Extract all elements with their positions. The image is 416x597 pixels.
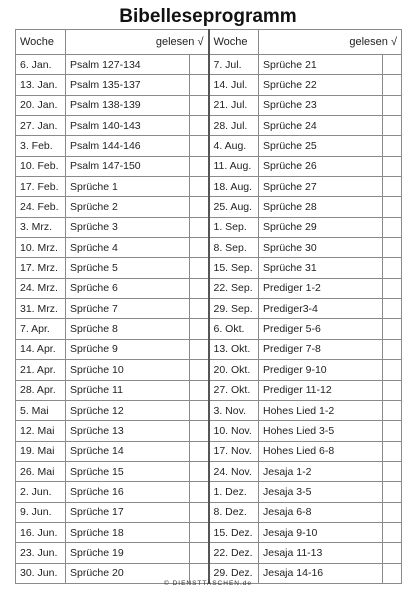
read-checkbox-cell[interactable]	[383, 177, 402, 197]
read-checkbox-cell[interactable]	[383, 95, 402, 115]
reading-cell: Prediger 9-10	[259, 360, 383, 380]
table-row	[16, 400, 402, 420]
reading-cell: Sprüche 16	[66, 482, 190, 502]
reading-cell: Sprüche 22	[259, 75, 383, 95]
week-date-cell: 20. Jan.	[16, 95, 66, 115]
week-date-cell: 28. Jul.	[209, 116, 259, 136]
reading-cell: Sprüche 24	[259, 116, 383, 136]
read-checkbox-cell[interactable]	[383, 156, 402, 176]
reading-plan-body	[16, 30, 402, 584]
week-date-cell: 11. Aug.	[209, 156, 259, 176]
reading-cell: Sprüche 29	[259, 217, 383, 237]
week-date-cell: 12. Mai	[16, 421, 66, 441]
table-header-row	[16, 30, 402, 55]
week-date-cell: 22. Dez.	[209, 543, 259, 563]
reading-cell: Jesaja 14-16	[259, 563, 383, 583]
read-checkbox-cell[interactable]	[383, 400, 402, 420]
header-gelesen-right-label: gelesen √	[349, 36, 397, 48]
week-date-cell: 2. Jun.	[16, 482, 66, 502]
week-date-cell: 22. Sep.	[209, 278, 259, 298]
table-row	[16, 95, 402, 115]
table-row	[16, 502, 402, 522]
week-date-cell: 24. Mrz.	[16, 278, 66, 298]
read-checkbox-cell[interactable]	[383, 116, 402, 136]
header-woche-left: Woche	[16, 30, 66, 55]
week-date-cell: 7. Apr.	[16, 319, 66, 339]
reading-cell: Psalm 138-139	[66, 95, 190, 115]
reading-cell: Sprüche 23	[259, 95, 383, 115]
table-row	[16, 116, 402, 136]
reading-cell: Jesaja 6-8	[259, 502, 383, 522]
read-checkbox-cell[interactable]	[383, 339, 402, 359]
week-date-cell: 10. Nov.	[209, 421, 259, 441]
reading-cell: Psalm 135-137	[66, 75, 190, 95]
read-checkbox-cell[interactable]	[383, 502, 402, 522]
read-checkbox-cell[interactable]	[190, 278, 209, 298]
reading-cell: Hohes Lied 6-8	[259, 441, 383, 461]
table-row	[16, 461, 402, 481]
reading-cell: Sprüche 30	[259, 238, 383, 258]
read-checkbox-cell[interactable]	[383, 238, 402, 258]
table-row	[16, 299, 402, 319]
table-row	[16, 421, 402, 441]
week-date-cell: 8. Dez.	[209, 502, 259, 522]
table-row	[16, 136, 402, 156]
week-date-cell: 14. Apr.	[16, 339, 66, 359]
read-checkbox-cell[interactable]	[383, 75, 402, 95]
week-date-cell: 27. Okt.	[209, 380, 259, 400]
page-title: Bibelleseprogramm	[119, 6, 297, 27]
reading-cell: Psalm 147-150	[66, 156, 190, 176]
read-checkbox-cell[interactable]	[383, 421, 402, 441]
reading-cell: Sprüche 1	[66, 177, 190, 197]
week-date-cell: 26. Mai	[16, 461, 66, 481]
reading-cell: Sprüche 28	[259, 197, 383, 217]
read-checkbox-cell[interactable]	[190, 441, 209, 461]
reading-cell: Prediger 11-12	[259, 380, 383, 400]
week-date-cell: 18. Aug.	[209, 177, 259, 197]
week-date-cell: 10. Mrz.	[16, 238, 66, 258]
header-woche-right: Woche	[209, 30, 259, 55]
read-checkbox-cell[interactable]	[383, 360, 402, 380]
reading-cell: Sprüche 7	[66, 299, 190, 319]
reading-cell: Hohes Lied 1-2	[259, 400, 383, 420]
reading-cell: Sprüche 10	[66, 360, 190, 380]
week-date-cell: 16. Jun.	[16, 522, 66, 542]
read-checkbox-cell[interactable]	[190, 136, 209, 156]
read-checkbox-cell[interactable]	[190, 217, 209, 237]
read-checkbox-cell[interactable]	[383, 55, 402, 75]
reading-cell: Psalm 140-143	[66, 116, 190, 136]
read-checkbox-cell[interactable]	[190, 522, 209, 542]
reading-cell: Sprüche 2	[66, 197, 190, 217]
week-date-cell: 17. Mrz.	[16, 258, 66, 278]
week-date-cell: 19. Mai	[16, 441, 66, 461]
week-date-cell: 29. Sep.	[209, 299, 259, 319]
table-row	[16, 258, 402, 278]
read-checkbox-cell[interactable]	[190, 238, 209, 258]
reading-cell: Prediger 5-6	[259, 319, 383, 339]
read-checkbox-cell[interactable]	[190, 502, 209, 522]
header-gelesen-left-label: gelesen √	[155, 36, 204, 48]
read-checkbox-cell[interactable]	[190, 116, 209, 136]
read-checkbox-cell[interactable]	[190, 482, 209, 502]
read-checkbox-cell[interactable]	[190, 197, 209, 217]
read-checkbox-cell[interactable]	[383, 482, 402, 502]
week-date-cell: 3. Nov.	[209, 400, 259, 420]
read-checkbox-cell[interactable]	[383, 278, 402, 298]
header-gelesen-left	[66, 30, 209, 55]
reading-cell: Sprüche 17	[66, 502, 190, 522]
week-date-cell: 17. Nov.	[209, 441, 259, 461]
reading-cell: Jesaja 11-13	[259, 543, 383, 563]
week-date-cell: 9. Jun.	[16, 502, 66, 522]
reading-cell: Sprüche 12	[66, 400, 190, 420]
read-checkbox-cell[interactable]	[383, 319, 402, 339]
read-checkbox-cell[interactable]	[190, 421, 209, 441]
table-row	[16, 360, 402, 380]
table-row	[16, 319, 402, 339]
reading-cell: Sprüche 25	[259, 136, 383, 156]
read-checkbox-cell[interactable]	[383, 461, 402, 481]
week-date-cell: 25. Aug.	[209, 197, 259, 217]
week-date-cell: 29. Dez.	[209, 563, 259, 583]
reading-cell: Jesaja 1-2	[259, 461, 383, 481]
reading-cell: Sprüche 27	[259, 177, 383, 197]
week-date-cell: 6. Jan.	[16, 55, 66, 75]
week-date-cell: 8. Sep.	[209, 238, 259, 258]
read-checkbox-cell[interactable]	[383, 441, 402, 461]
week-date-cell: 4. Aug.	[209, 136, 259, 156]
read-checkbox-cell[interactable]	[190, 299, 209, 319]
read-checkbox-cell[interactable]	[190, 95, 209, 115]
read-checkbox-cell[interactable]	[190, 177, 209, 197]
reading-cell: Jesaja 3-5	[259, 482, 383, 502]
table-row	[16, 217, 402, 237]
read-checkbox-cell[interactable]	[190, 543, 209, 563]
week-date-cell: 7. Jul.	[209, 55, 259, 75]
read-checkbox-cell[interactable]	[383, 543, 402, 563]
reading-cell: Sprüche 8	[66, 319, 190, 339]
reading-cell: Sprüche 26	[259, 156, 383, 176]
read-checkbox-cell[interactable]	[190, 319, 209, 339]
read-checkbox-cell[interactable]	[383, 136, 402, 156]
week-date-cell: 28. Apr.	[16, 380, 66, 400]
table-row	[16, 55, 402, 75]
reading-cell: Sprüche 13	[66, 421, 190, 441]
week-date-cell: 14. Jul.	[209, 75, 259, 95]
read-checkbox-cell[interactable]	[383, 380, 402, 400]
week-date-cell: 1. Dez.	[209, 482, 259, 502]
reading-cell: Prediger 1-2	[259, 278, 383, 298]
reading-cell: Hohes Lied 3-5	[259, 421, 383, 441]
read-checkbox-cell[interactable]	[190, 400, 209, 420]
reading-cell: Sprüche 6	[66, 278, 190, 298]
read-checkbox-cell[interactable]	[190, 339, 209, 359]
read-checkbox-cell[interactable]	[190, 360, 209, 380]
week-date-cell: 27. Jan.	[16, 116, 66, 136]
reading-cell: Psalm 144-146	[66, 136, 190, 156]
reading-cell: Sprüche 19	[66, 543, 190, 563]
read-checkbox-cell[interactable]	[190, 258, 209, 278]
table-row	[16, 482, 402, 502]
week-date-cell: 31. Mrz.	[16, 299, 66, 319]
week-date-cell: 15. Sep.	[209, 258, 259, 278]
reading-cell: Sprüche 31	[259, 258, 383, 278]
week-date-cell: 1. Sep.	[209, 217, 259, 237]
week-date-cell: 23. Jun.	[16, 543, 66, 563]
read-checkbox-cell[interactable]	[190, 461, 209, 481]
read-checkbox-cell[interactable]	[383, 522, 402, 542]
week-date-cell: 13. Okt.	[209, 339, 259, 359]
footer-copyright: © DIENSTTASCHEN.de	[163, 580, 253, 587]
table-row	[16, 380, 402, 400]
week-date-cell: 24. Feb.	[16, 197, 66, 217]
header-gelesen-right	[259, 30, 402, 55]
read-checkbox-cell[interactable]	[190, 75, 209, 95]
table-row	[16, 238, 402, 258]
week-date-cell: 5. Mai	[16, 400, 66, 420]
table-row	[16, 543, 402, 563]
week-date-cell: 17. Feb.	[16, 177, 66, 197]
reading-cell: Sprüche 3	[66, 217, 190, 237]
reading-cell: Sprüche 5	[66, 258, 190, 278]
week-date-cell: 15. Dez.	[209, 522, 259, 542]
week-date-cell: 30. Jun.	[16, 563, 66, 583]
week-date-cell: 3. Mrz.	[16, 217, 66, 237]
reading-cell: Sprüche 11	[66, 380, 190, 400]
read-checkbox-cell[interactable]	[383, 197, 402, 217]
reading-cell: Prediger3-4	[259, 299, 383, 319]
table-row	[16, 75, 402, 95]
week-date-cell: 3. Feb.	[16, 136, 66, 156]
reading-cell: Jesaja 9-10	[259, 522, 383, 542]
table-row	[16, 339, 402, 359]
table-row	[16, 278, 402, 298]
table-row	[16, 522, 402, 542]
read-checkbox-cell[interactable]	[190, 156, 209, 176]
week-date-cell: 24. Nov.	[209, 461, 259, 481]
read-checkbox-cell[interactable]	[190, 380, 209, 400]
table-row	[16, 177, 402, 197]
read-checkbox-cell[interactable]	[383, 299, 402, 319]
week-date-cell: 13. Jan.	[16, 75, 66, 95]
table-row	[16, 156, 402, 176]
reading-cell: Sprüche 20	[66, 563, 190, 583]
reading-cell: Psalm 127-134	[66, 55, 190, 75]
reading-cell: Sprüche 14	[66, 441, 190, 461]
table-row	[16, 441, 402, 461]
week-date-cell: 6. Okt.	[209, 319, 259, 339]
table-row	[16, 197, 402, 217]
week-date-cell: 20. Okt.	[209, 360, 259, 380]
reading-cell: Prediger 7-8	[259, 339, 383, 359]
week-date-cell: 21. Apr.	[16, 360, 66, 380]
reading-cell: Sprüche 9	[66, 339, 190, 359]
week-date-cell: 21. Jul.	[209, 95, 259, 115]
reading-cell: Sprüche 18	[66, 522, 190, 542]
read-checkbox-cell[interactable]	[190, 55, 209, 75]
reading-cell: Sprüche 21	[259, 55, 383, 75]
read-checkbox-cell[interactable]	[383, 258, 402, 278]
reading-plan-table	[15, 29, 402, 584]
read-checkbox-cell[interactable]	[383, 217, 402, 237]
week-date-cell: 10. Feb.	[16, 156, 66, 176]
reading-cell: Sprüche 15	[66, 461, 190, 481]
reading-cell: Sprüche 4	[66, 238, 190, 258]
